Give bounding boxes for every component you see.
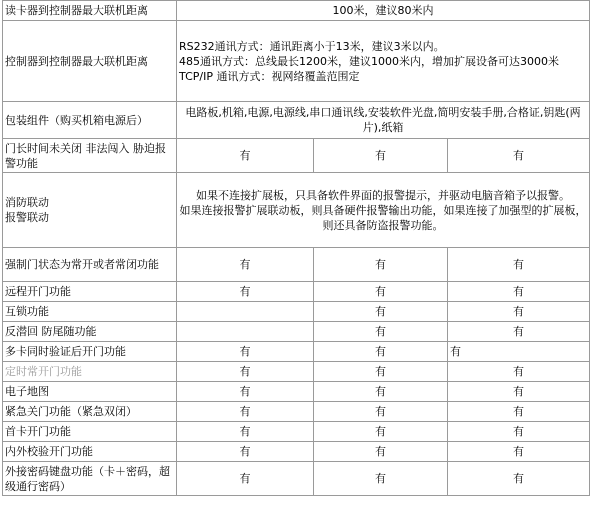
value-cell bbox=[177, 302, 314, 322]
value-cell: 有 bbox=[177, 402, 314, 422]
row-label: 读卡器到控制器最大联机距离 bbox=[3, 1, 177, 21]
row-label: 多卡同时验证后开门功能 bbox=[3, 342, 177, 362]
value-cell: 有 bbox=[448, 422, 590, 442]
value-cell: 有 bbox=[448, 382, 590, 402]
value-cell: 有 bbox=[314, 442, 448, 462]
value-cell: 有 bbox=[314, 342, 448, 362]
table-row bbox=[3, 21, 590, 102]
value-cell: 有 bbox=[314, 282, 448, 302]
value-cell: 有 bbox=[448, 342, 590, 362]
value-cell: 有 bbox=[177, 362, 314, 382]
table-row bbox=[3, 382, 590, 402]
value-cell: 有 bbox=[448, 322, 590, 342]
value-cell: 有 bbox=[314, 139, 448, 173]
row-label: 控制器到控制器最大联机距离 bbox=[3, 21, 177, 102]
value-cell: 有 bbox=[448, 302, 590, 322]
row-label: 消防联动 报警联动 bbox=[3, 173, 177, 248]
table-row bbox=[3, 422, 590, 442]
value-cell: 有 bbox=[177, 139, 314, 173]
table-row bbox=[3, 362, 590, 382]
row-label: 定时常开门功能 bbox=[3, 362, 177, 382]
value-cell: 有 bbox=[314, 462, 448, 496]
value-cell bbox=[177, 322, 314, 342]
value-cell: 有 bbox=[177, 442, 314, 462]
value-cell: 有 bbox=[448, 282, 590, 302]
value-line: 485通讯方式：总线最长1200米，建议1000米内，增加扩展设备可达3000米 bbox=[179, 54, 559, 68]
value-cell: 有 bbox=[314, 382, 448, 402]
table-row bbox=[3, 1, 590, 21]
value-cell: 有 bbox=[177, 382, 314, 402]
value-cell: 有 bbox=[448, 462, 590, 496]
row-label: 远程开门功能 bbox=[3, 282, 177, 302]
table-row bbox=[3, 248, 590, 282]
value-cell: 有 bbox=[448, 402, 590, 422]
row-label: 外接密码键盘功能（卡＋密码，超级通行密码） bbox=[3, 462, 177, 496]
row-label: 紧急关门功能（紧急双闭） bbox=[3, 402, 177, 422]
value-cell: 有 bbox=[448, 362, 590, 382]
table-row bbox=[3, 139, 590, 173]
value-line: TCP/IP 通讯方式：视网络覆盖范围定 bbox=[179, 69, 360, 83]
row-label: 电子地图 bbox=[3, 382, 177, 402]
table-row bbox=[3, 282, 590, 302]
merged-value bbox=[177, 173, 590, 248]
value-cell: 有 bbox=[177, 282, 314, 302]
merged-value: 电路板,机箱,电源,电源线,串口通讯线,安装软件光盘,简明安装手册,合格证,钥匙(两片),纸箱 bbox=[177, 102, 590, 139]
row-label: 首卡开门功能 bbox=[3, 422, 177, 442]
value-cell: 有 bbox=[314, 422, 448, 442]
value-cell: 有 bbox=[314, 302, 448, 322]
value-cell: 有 bbox=[448, 248, 590, 282]
merged-value bbox=[177, 21, 590, 102]
merged-value: 100米，建议80米内 bbox=[177, 1, 590, 21]
value-cell: 有 bbox=[448, 139, 590, 173]
value-line: RS232通讯方式：通讯距离小于13米，建议3米以内。 bbox=[179, 39, 445, 53]
table-row bbox=[3, 442, 590, 462]
value-cell: 有 bbox=[314, 362, 448, 382]
value-cell: 有 bbox=[177, 342, 314, 362]
value-cell: 有 bbox=[177, 422, 314, 442]
row-label: 反潜回 防尾随功能 bbox=[3, 322, 177, 342]
row-label: 互锁功能 bbox=[3, 302, 177, 322]
value-cell: 有 bbox=[314, 322, 448, 342]
value-line: 如果不连接扩展板，只具备软件界面的报警提示，并驱动电脑音箱予以报警。 bbox=[196, 188, 570, 202]
table-row bbox=[3, 322, 590, 342]
value-cell: 有 bbox=[177, 462, 314, 496]
table-row bbox=[3, 402, 590, 422]
row-label: 内外校验开门功能 bbox=[3, 442, 177, 462]
table-row bbox=[3, 462, 590, 496]
spec-table bbox=[2, 0, 590, 496]
value-cell: 有 bbox=[177, 248, 314, 282]
table-row bbox=[3, 173, 590, 248]
row-label: 强制门状态为常开或者常闭功能 bbox=[3, 248, 177, 282]
value-line: 如果连接报警扩展联动板，则具备硬件报警输出功能，如果连接了加强型的扩展板，则还具备防盗报警功能。 bbox=[179, 203, 587, 232]
row-label: 包装组件（购买机箱电源后） bbox=[3, 102, 177, 139]
table-row bbox=[3, 302, 590, 322]
value-cell: 有 bbox=[448, 442, 590, 462]
value-cell: 有 bbox=[314, 248, 448, 282]
table-row bbox=[3, 102, 590, 139]
table-row bbox=[3, 342, 590, 362]
row-label: 门长时间未关闭 非法闯入 胁迫报警功能 bbox=[3, 139, 177, 173]
value-cell: 有 bbox=[314, 402, 448, 422]
